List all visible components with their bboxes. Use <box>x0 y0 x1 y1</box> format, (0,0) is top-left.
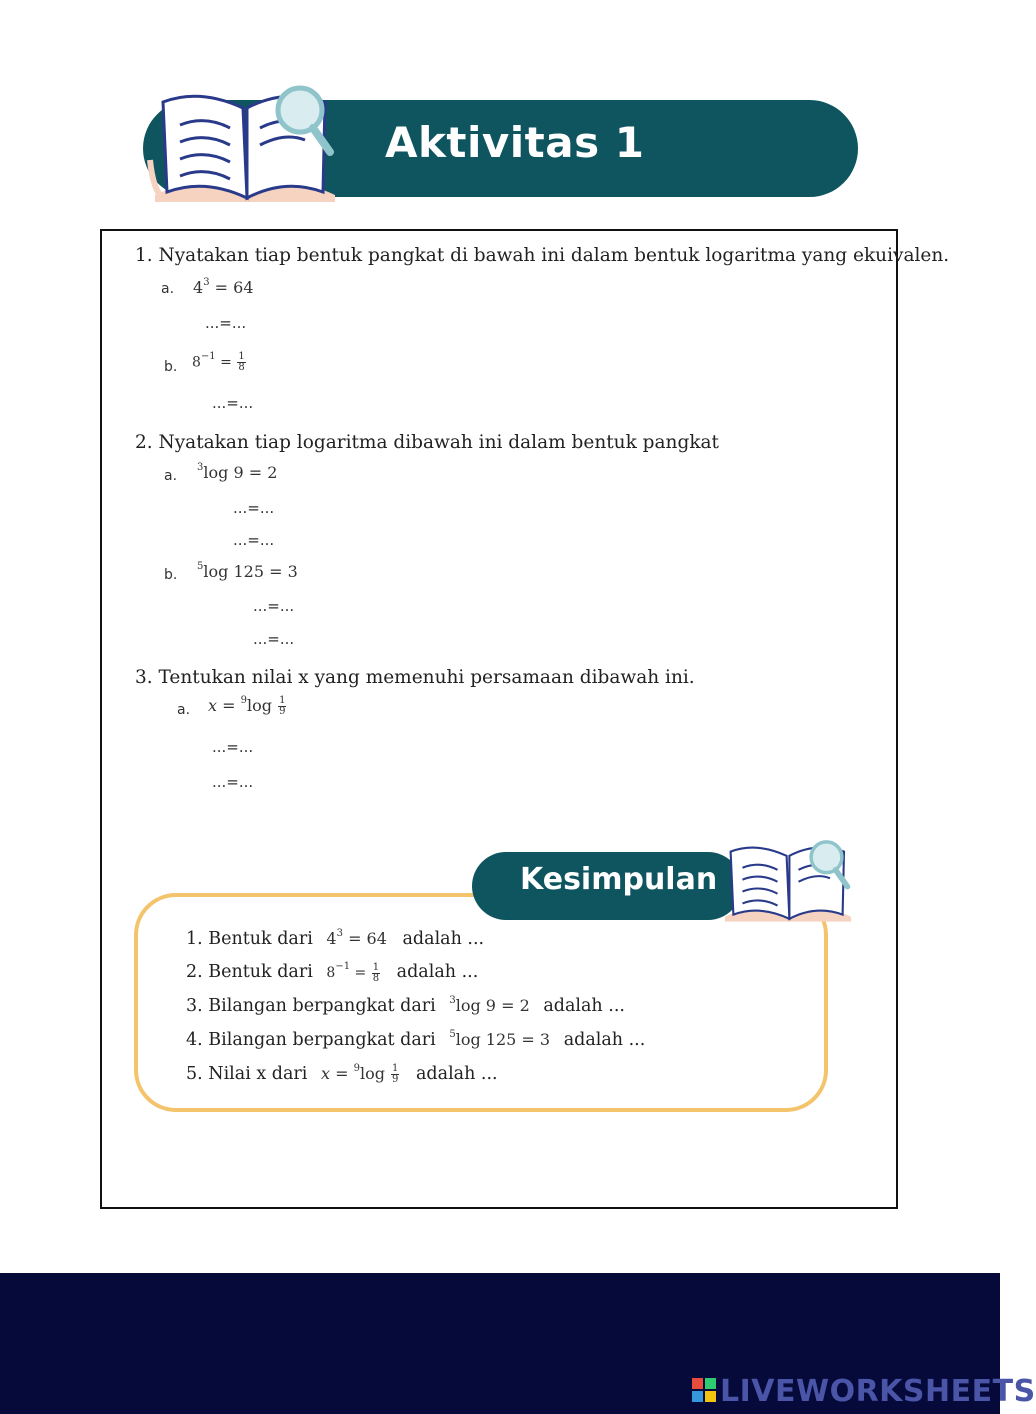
q1a-answer[interactable]: ...=... <box>205 314 247 332</box>
q1a-label: a. <box>161 281 175 297</box>
q2a-label: a. <box>164 468 178 484</box>
kesimpulan-item-4: 4. Bilangan berpangkat dari $^5$log 125 = 3 adalah ... <box>186 1028 646 1050</box>
kesimpulan-item-1: 1. Bentuk dari $4^3 = 64$ adalah ... <box>186 927 485 949</box>
question-2: 2. Nyatakan tiap logaritma dibawah ini dalam bentuk pangkat <box>135 432 719 453</box>
open-book-magnifier-icon <box>145 80 345 205</box>
page-title: Aktivitas 1 <box>385 118 645 167</box>
q2b-label: b. <box>164 567 178 583</box>
q2a-answer-1[interactable]: ...=... <box>233 499 275 517</box>
q1b-expression: $8^{-1}$ = $\frac{1}{8}$ <box>192 350 245 373</box>
open-book-magnifier-icon <box>718 835 858 925</box>
q1b-answer[interactable]: ...=... <box>212 394 254 412</box>
question-3: 3. Tentukan nilai x yang memenuhi persamaan dibawah ini. <box>135 667 695 688</box>
q1b-label: b. <box>164 359 178 375</box>
q3a-label: a. <box>177 702 191 718</box>
kesimpulan-item-5: 5. Nilai x dari x = $^9$log $\frac{1}{9}$ adalah ... <box>186 1062 498 1085</box>
q1a-expression: $4^3 = 64$ <box>193 276 254 297</box>
kesimpulan-title: Kesimpulan <box>520 862 718 897</box>
q2b-answer-2[interactable]: ...=... <box>253 630 295 648</box>
q2b-expression: $^5$log 125 = 3 <box>197 560 298 581</box>
footer-brand[interactable]: LIVEWORKSHEETS <box>720 1374 1036 1409</box>
kesimpulan-item-2: 2. Bentuk dari $8^{-1}$ = $\frac{1}{8}$ adalah ... <box>186 961 479 984</box>
question-1: 1. Nyatakan tiap bentuk pangkat di bawah ini dalam bentuk logaritma yang ekuivalen. <box>135 245 950 266</box>
q2a-expression: $^3$log 9 = 2 <box>197 461 278 482</box>
q3a-answer-2[interactable]: ...=... <box>212 773 254 791</box>
liveworksheets-logo-icon <box>692 1378 716 1402</box>
q3a-answer-1[interactable]: ...=... <box>212 738 254 756</box>
q3a-expression: x = $^9$log $\frac{1}{9}$ <box>208 694 286 717</box>
q2a-answer-2[interactable]: ...=... <box>233 531 275 549</box>
kesimpulan-item-3: 3. Bilangan berpangkat dari $^3$log 9 = 2 adalah ... <box>186 994 625 1016</box>
q2b-answer-1[interactable]: ...=... <box>253 597 295 615</box>
